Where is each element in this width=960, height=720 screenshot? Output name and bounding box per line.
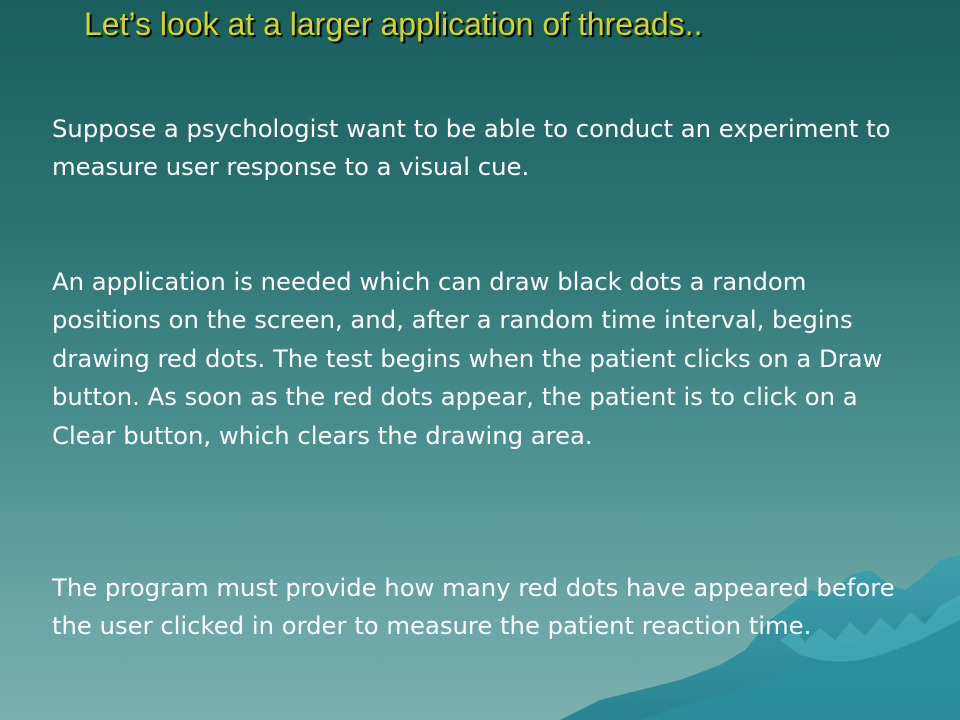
paragraph-experiment: Suppose a psychologist want to be able to conduct an experiment to measure user response to a visual cue. — [52, 114, 891, 182]
paragraph-application: An application is needed which can draw black dots a random positions on the screen, and, after a random time interval, begins drawing red dots. The test begins when the patient clicks on a Draw button. As soon as the red dots appear, the patient is to click on a Clear button, which clears the drawing area. — [52, 267, 883, 450]
paragraph-requirement: The program must provide how many red dots have appeared before the user clicked in order to measure the patient reaction time. — [52, 573, 895, 641]
slide-title: Let’s look at a larger application of threads.. — [84, 6, 703, 42]
